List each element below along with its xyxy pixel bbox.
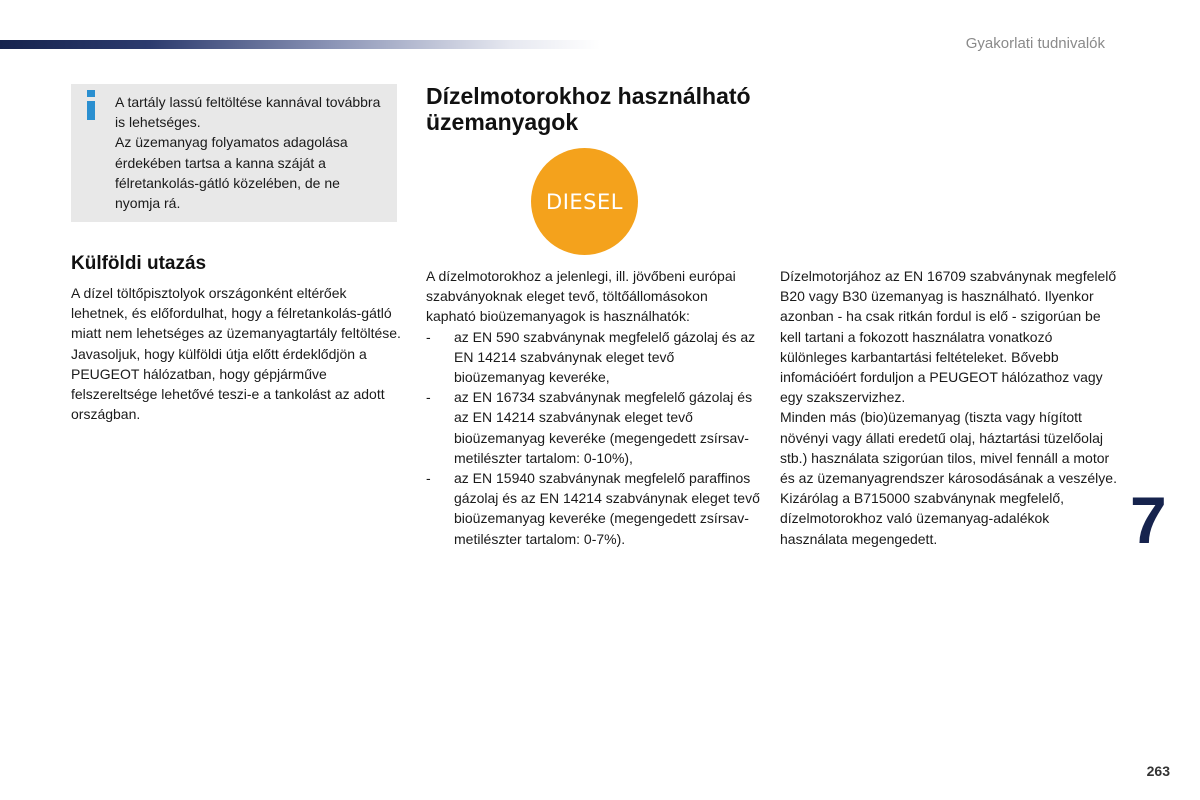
info-box-text	[115, 92, 387, 213]
fuels-paragraph: Kizárólag a B715000 szabványnak megfelelő, dízelmotorokhoz való üzemanyag-adalékok használata megengedett.	[780, 490, 1065, 547]
info-box-line: Az üzemanyag folyamatos adagolása érdekében tartsa a kanna száját a félretankolás-gátló közelében, de ne nyomja rá.	[115, 134, 348, 212]
info-box	[71, 84, 397, 222]
travel-body	[71, 283, 401, 424]
list-item-text: az EN 15940 szabványnak megfelelő paraffinos gázolaj és az EN 14214 szabványnak eleget tevő bioüzemanyag keveréke (megengedett zsírsav-metilészter tartalom: 0-7%).	[454, 470, 760, 547]
travel-paragraph: A dízel töltőpisztolyok országonként eltérőek lehetnek, és előfordulhat, hogy a félretankolás-gátló miatt nem lehetséges az üzemanyagtartály feltöltése.	[71, 285, 401, 342]
fuels-right-column	[780, 266, 1120, 549]
travel-paragraph: Javasoljuk, hogy külföldi útja előtt érdeklődjön a PEUGEOT hálózatban, hogy gépjárműve felszereltsége lehetővé teszi-e a tankolást az adott országban.	[71, 345, 385, 423]
list-item-text: az EN 590 szabványnak megfelelő gázolaj és az EN 14214 szabványnak eleget tevő bioüzemanyag keveréke,	[454, 328, 756, 386]
list-item	[426, 468, 761, 549]
travel-heading: Külföldi utazás	[71, 253, 207, 274]
fuels-left-column	[426, 266, 761, 549]
list-item-text: az EN 16734 szabványnak megfelelő gázolaj és az EN 14214 szabványnak eleget tevő bioüzemanyag keveréke (megengedett zsírsav-metilészter tartalom: 0-10%),	[454, 389, 753, 466]
fuels-bullet-list	[426, 327, 761, 549]
fuels-paragraph: Dízelmotorjához az EN 16709 szabványnak megfelelő B20 vagy B30 üzemanyag is használható. Ilyenkor azonban - ha csak ritkán fordul is elő - szigorúan be kell tartani a fokozott használatra vonatkozó különleges karbantartási feltételeket. Bővebb infomációért forduljon a PEUGEOT hálózathoz vagy egy szakszervizhez.	[780, 268, 1117, 406]
info-box-line: A tartály lassú feltöltése kannával továbbra is lehetséges.	[115, 94, 381, 131]
fuels-heading: Dízelmotorokhoz használható üzemanyagok	[426, 83, 751, 135]
chapter-number: 7	[1130, 483, 1167, 557]
diesel-badge	[531, 148, 638, 255]
bullet-dash: -	[426, 470, 431, 487]
fuels-paragraph: Minden más (bio)üzemanyag (tiszta vagy hígított növényi vagy állati eredetű olaj, háztartási tüzelőolaj stb.) használata szigorúan tilos, mivel fennáll a motor és az üzemanyagrendszer károsodásának a veszélye.	[780, 409, 1117, 487]
list-item	[426, 327, 761, 388]
list-item	[426, 387, 761, 468]
header-gradient-bar	[0, 40, 600, 49]
diesel-badge-label: DIESEL	[546, 189, 623, 214]
section-title: Gyakorlati tudnivalók	[965, 35, 1105, 52]
fuels-intro: A dízelmotorokhoz a jelenlegi, ill. jövőbeni európai szabványoknak eleget tevő, töltőállomásokon kapható bioüzemanyagok is használhatók:	[426, 268, 736, 325]
bullet-dash: -	[426, 328, 431, 345]
page-number: 263	[1146, 763, 1170, 779]
bullet-dash: -	[426, 389, 431, 406]
info-icon	[81, 90, 101, 120]
